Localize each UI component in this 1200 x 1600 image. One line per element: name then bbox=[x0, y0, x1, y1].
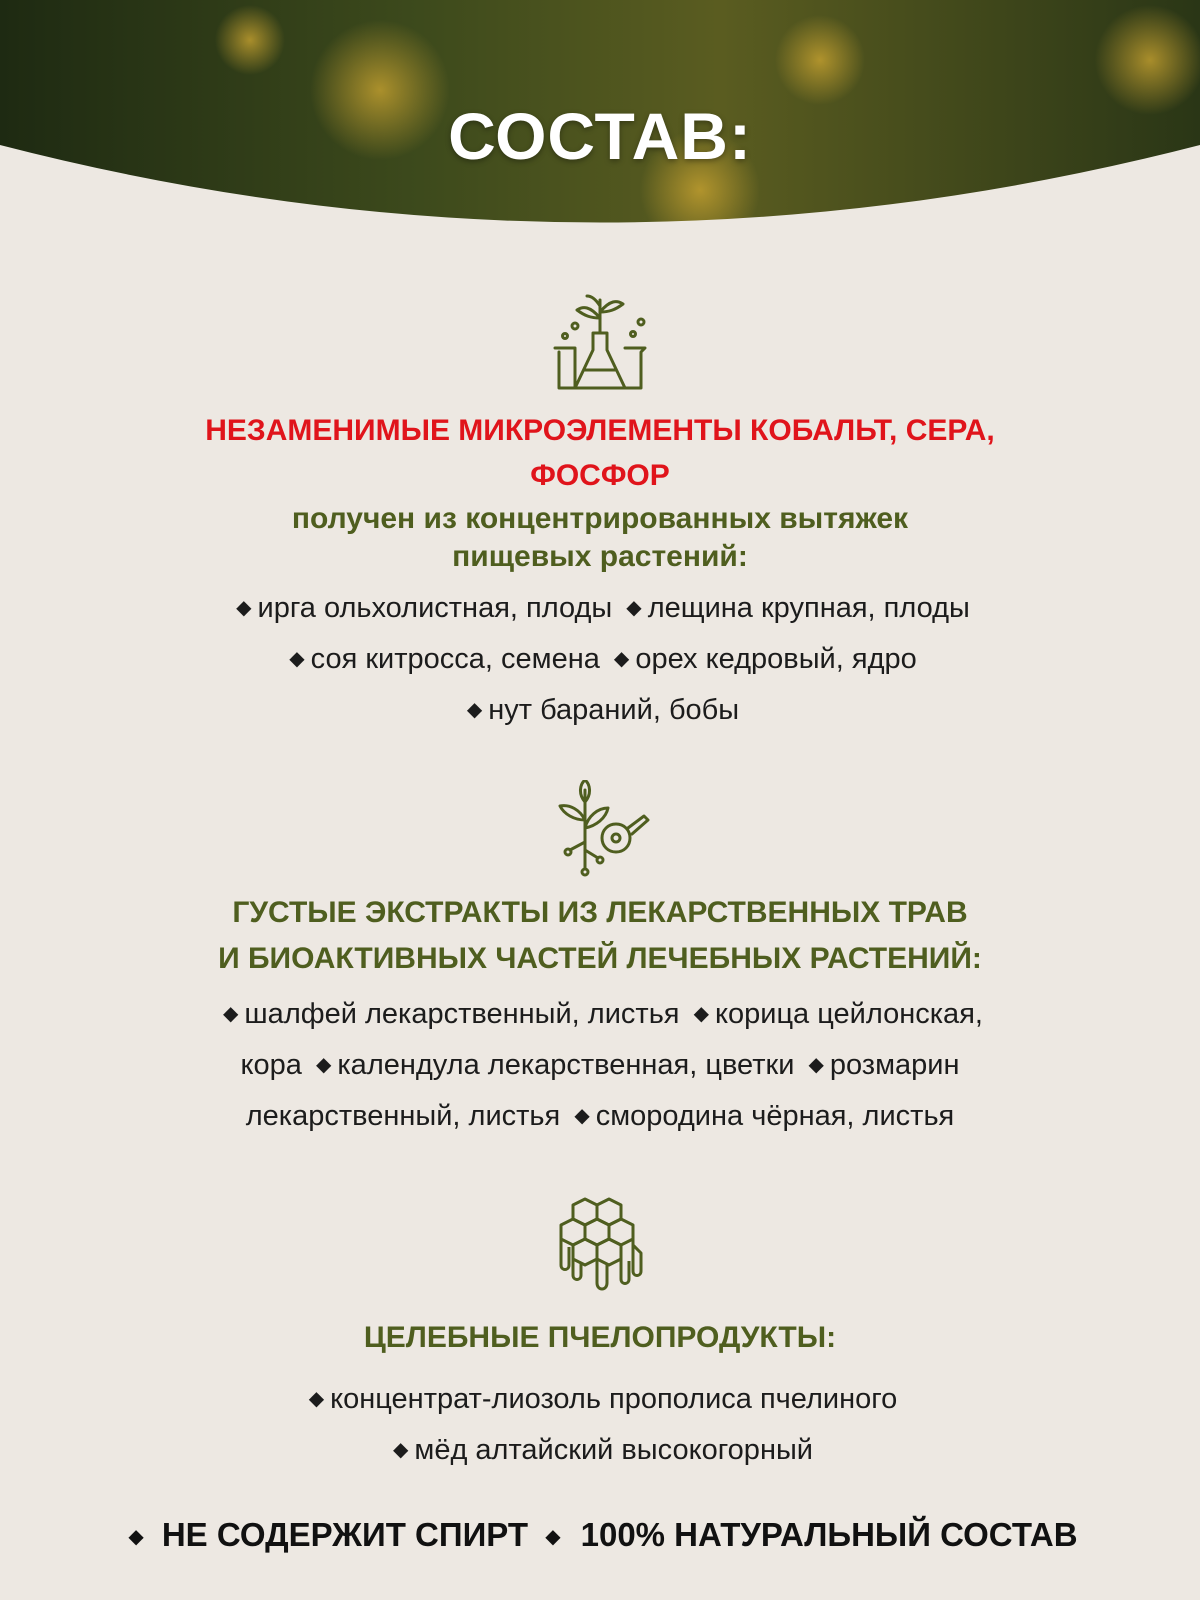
ingredient-item: ирга ольхолистная, плоды bbox=[257, 592, 613, 624]
ingredient-item: соя китросса, семена bbox=[310, 643, 600, 675]
section-bee-products bbox=[0, 1195, 1200, 1477]
bullet-diamond-icon: ◆ bbox=[308, 1388, 325, 1410]
ingredient-item: лекарственный, листья bbox=[245, 1100, 561, 1132]
section1-ingredients-line3 bbox=[0, 686, 1200, 737]
section3-ingredients-line1 bbox=[0, 1375, 1200, 1426]
section2-ingredients-line3 bbox=[0, 1092, 1200, 1143]
section1-subheading-line1: получен из концентрированных вытяжек bbox=[291, 502, 909, 535]
ingredient-item: нут бараний, бобы bbox=[488, 694, 740, 726]
ingredient-item: корица цейлонская, bbox=[714, 998, 983, 1030]
section-herbal-extracts bbox=[0, 780, 1200, 1143]
ingredient-item: смородина чёрная, листья bbox=[595, 1100, 955, 1132]
section1-heading-line1: НЕЗАМЕНИМЫЕ МИКРОЭЛЕМЕНТЫ КОБАЛЬТ, СЕРА, bbox=[205, 414, 995, 447]
hero-banner bbox=[0, 0, 1200, 240]
footer-claims bbox=[0, 1516, 1200, 1554]
bullet-diamond-icon: ◆ bbox=[693, 1003, 709, 1025]
ingredient-item: мёд алтайский высокогорный bbox=[414, 1434, 813, 1466]
bullet-diamond-icon: ◆ bbox=[392, 1439, 409, 1461]
bullet-diamond-icon: ◆ bbox=[545, 1526, 561, 1548]
section3-ingredients-line2 bbox=[0, 1426, 1200, 1477]
ingredient-item: кора bbox=[240, 1049, 302, 1081]
bullet-diamond-icon: ◆ bbox=[236, 597, 252, 619]
no-alcohol-claim: НЕ СОДЕРЖИТ СПИРТ bbox=[161, 1516, 529, 1553]
section-microelements bbox=[0, 288, 1200, 737]
section1-ingredients-line1 bbox=[0, 584, 1200, 635]
bullet-diamond-icon: ◆ bbox=[223, 1003, 239, 1025]
ingredient-item: розмарин bbox=[829, 1049, 960, 1081]
bullet-diamond-icon: ◆ bbox=[626, 597, 642, 619]
ingredient-item: лещина крупная, плоды bbox=[647, 592, 970, 624]
page-title: СОСТАВ: bbox=[448, 99, 752, 173]
bullet-diamond-icon: ◆ bbox=[808, 1054, 824, 1076]
natural-claim: 100% НАТУРАЛЬНЫЙ СОСТАВ bbox=[580, 1516, 1078, 1553]
section1-subheading-line2: пищевых растений: bbox=[452, 540, 748, 573]
section2-heading-line2: И БИОАКТИВНЫХ ЧАСТЕЙ ЛЕЧЕБНЫХ РАСТЕНИЙ: bbox=[218, 942, 982, 975]
bullet-diamond-icon: ◆ bbox=[315, 1054, 332, 1076]
section3-heading: ЦЕЛЕБНЫЕ ПЧЕЛОПРОДУКТЫ: bbox=[363, 1321, 837, 1354]
plant-lab-flask-icon bbox=[545, 288, 655, 398]
bullet-diamond-icon: ◆ bbox=[574, 1105, 590, 1127]
bullet-diamond-icon: ◆ bbox=[613, 648, 630, 670]
bullet-diamond-icon: ◆ bbox=[289, 648, 305, 670]
ingredient-item: орех кедровый, ядро bbox=[635, 643, 917, 675]
section1-ingredients-line2 bbox=[0, 635, 1200, 686]
section2-ingredients-line2 bbox=[0, 1041, 1200, 1092]
section2-ingredients-line1 bbox=[0, 990, 1200, 1041]
ingredient-item: концентрат-лиозоль прополиса пчелиного bbox=[330, 1383, 898, 1415]
section2-heading-line1: ГУСТЫЕ ЭКСТРАКТЫ ИЗ ЛЕКАРСТВЕННЫХ ТРАВ bbox=[232, 896, 968, 929]
ingredient-item: календула лекарственная, цветки bbox=[337, 1049, 795, 1081]
bullet-diamond-icon: ◆ bbox=[466, 699, 483, 721]
herb-branch-icon bbox=[550, 780, 650, 880]
section1-heading-line2: ФОСФОР bbox=[530, 459, 670, 492]
bullet-diamond-icon: ◆ bbox=[128, 1526, 144, 1548]
honeycomb-icon bbox=[545, 1195, 655, 1305]
ingredient-item: шалфей лекарственный, листья bbox=[244, 998, 680, 1030]
